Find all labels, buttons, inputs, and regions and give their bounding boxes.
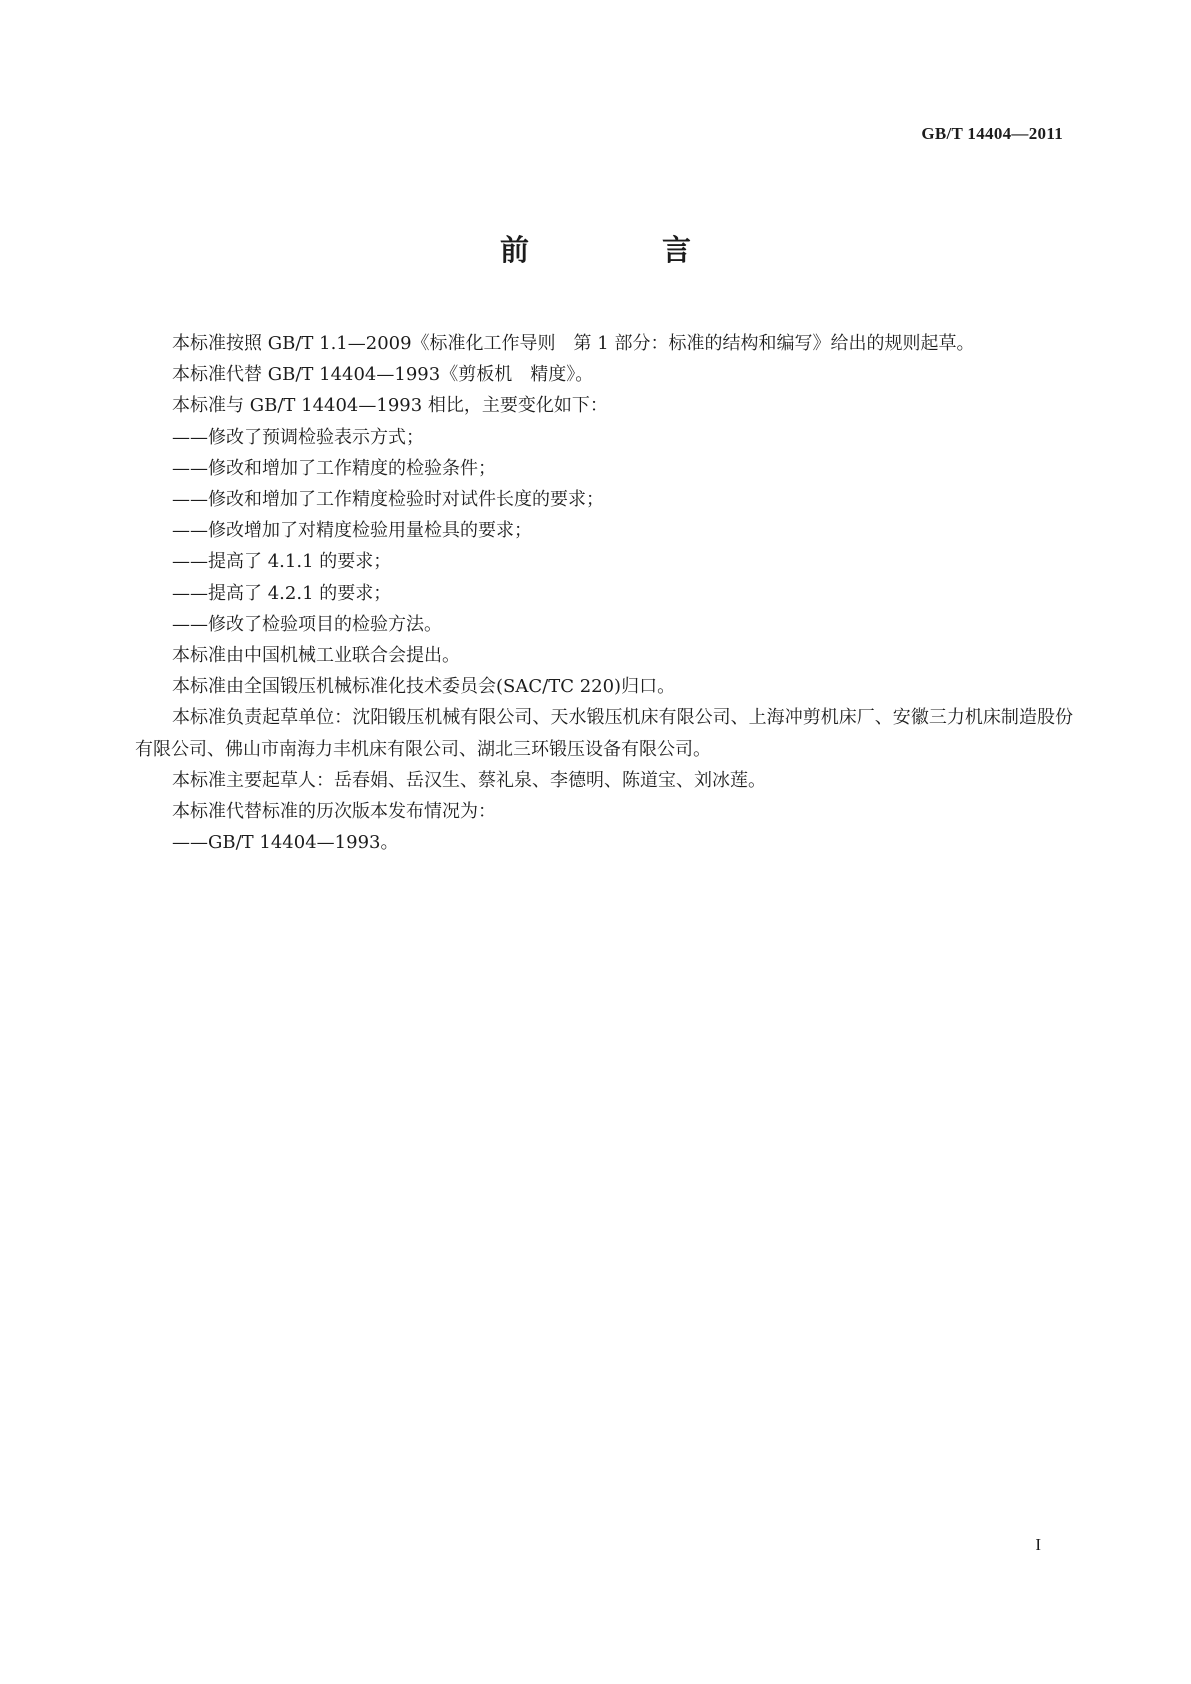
list-item: ——GB/T 14404—1993。 (172, 832, 399, 854)
list-item: ——提高了 4.1.1 的要求； (172, 551, 392, 573)
document-body (135, 328, 1073, 858)
paragraph: 本标准主要起草人：岳春娟、岳汉生、蔡礼泉、李德明、陈道宝、刘冰莲。 (172, 769, 766, 791)
paragraph: 本标准代替 GB/T 14404—1993《剪板机 精度》。 (172, 364, 594, 386)
page-number: I (1035, 1535, 1041, 1554)
list-item: ——提高了 4.2.1 的要求； (172, 582, 392, 604)
list-item: ——修改和增加了工作精度检验时对试件长度的要求； (172, 489, 604, 511)
page-title: 前 言 (499, 233, 743, 267)
paragraph: 本标准按照 GB/T 1.1—2009《标准化工作导则 第 1 部分：标准的结构和编写》给出的规则起草。 (172, 333, 975, 354)
paragraph: 本标准由中国机械工业联合会提出。 (172, 645, 460, 667)
paragraph: 本标准由全国锻压机械标准化技术委员会(SAC/TC 220)归口。 (172, 676, 676, 698)
standard-code: GB/T 14404—2011 (921, 124, 1063, 143)
paragraph: 本标准与 GB/T 14404—1993 相比，主要变化如下： (172, 395, 608, 417)
list-item: ——修改增加了对精度检验用量检具的要求； (172, 520, 532, 542)
list-item: ——修改和增加了工作精度的检验条件； (172, 457, 496, 479)
paragraph: 本标准负责起草单位：沈阳锻压机械有限公司、天水锻压机床有限公司、上海冲剪机床厂、安徽三力机床制造股份有限公司、佛山市南海力丰机床有限公司、湖北三环锻压设备有限公司。 (135, 707, 1073, 760)
list-item: ——修改了预调检验表示方式； (172, 426, 424, 448)
list-item: ——修改了检验项目的检验方法。 (172, 613, 442, 635)
paragraph: 本标准代替标准的历次版本发布情况为： (172, 801, 496, 823)
